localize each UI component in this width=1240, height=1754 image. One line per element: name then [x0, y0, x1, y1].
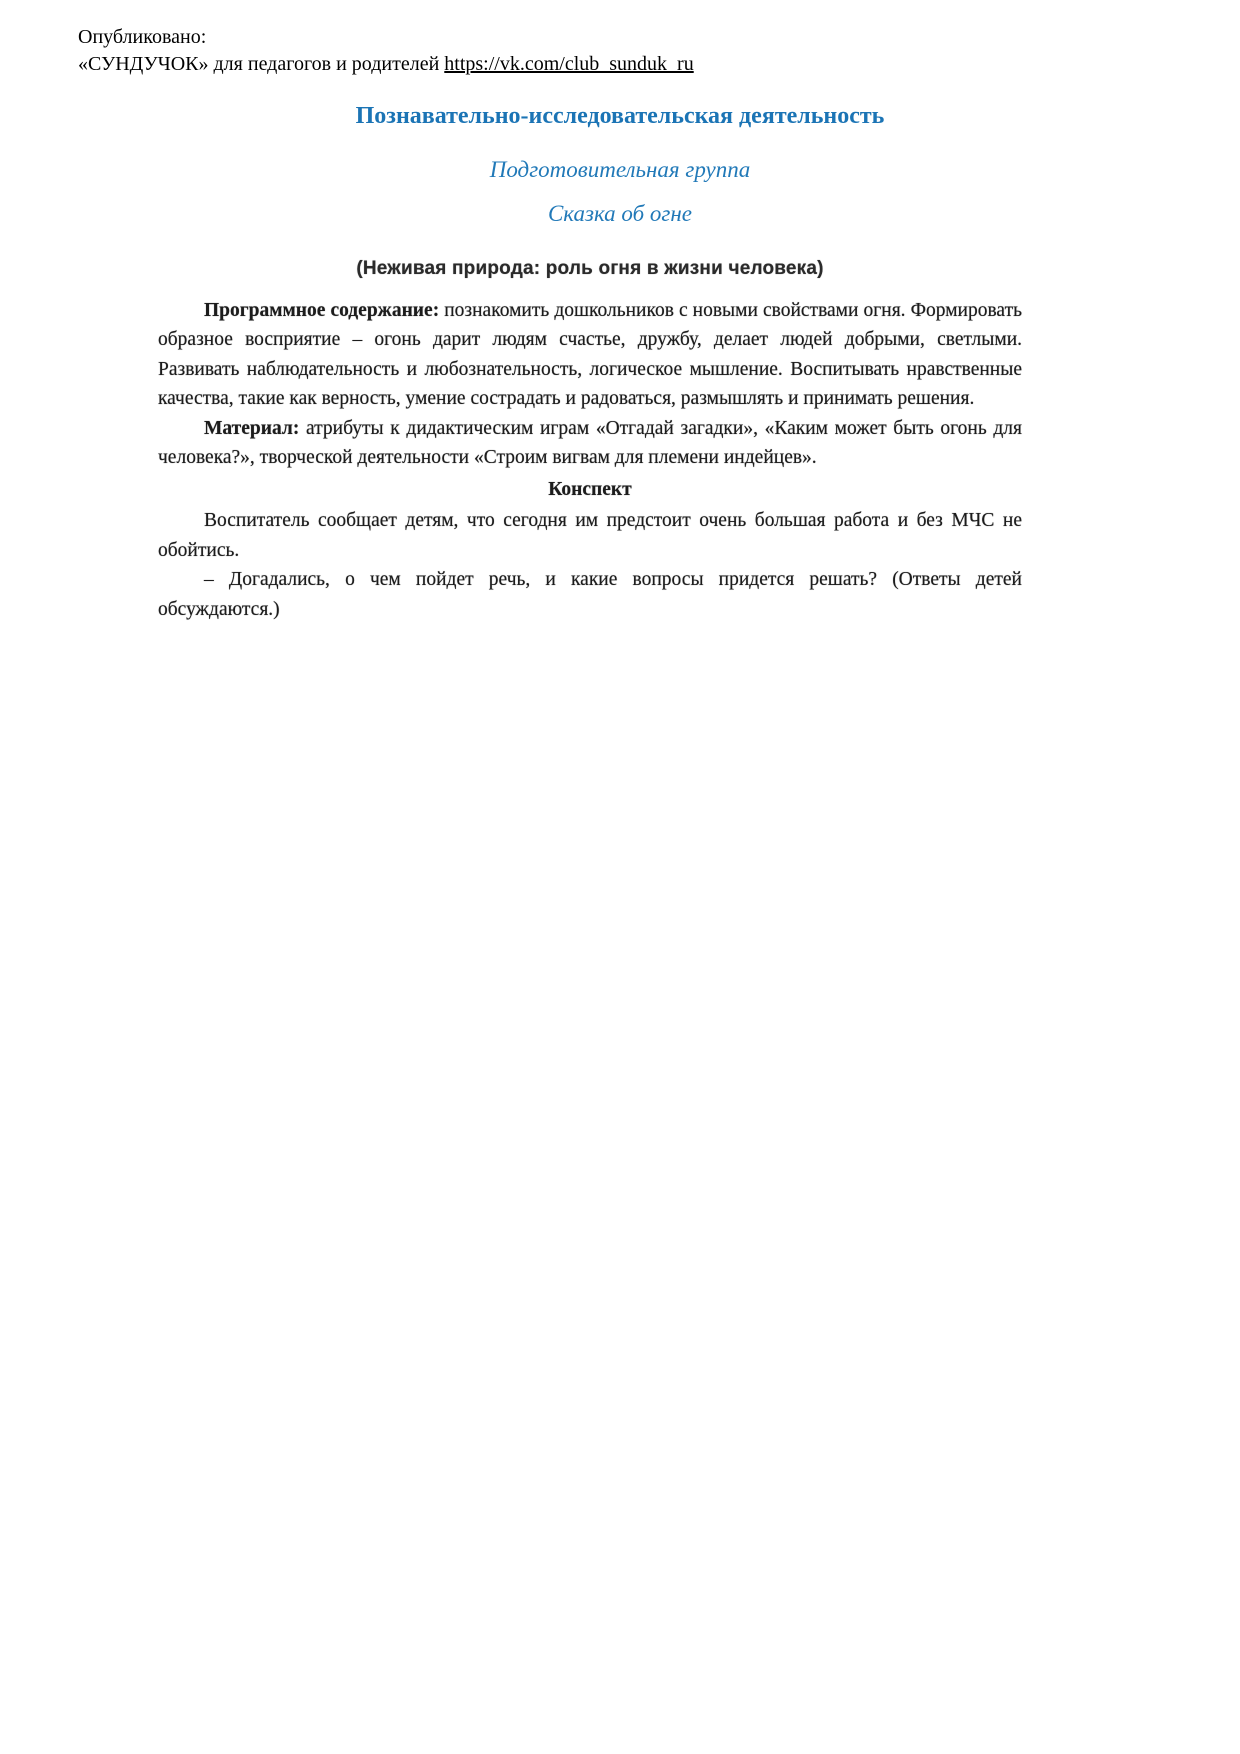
- summary-paragraph: Воспитатель сообщает детям, что сегодня им предстоит очень большая работа и без МЧС не обойтись.: [158, 510, 1022, 561]
- published-label: Опубликовано:: [78, 26, 207, 48]
- scanned-text-block: [158, 254, 1022, 624]
- summary-heading: Конспект: [548, 478, 632, 500]
- document-title: Познавательно-исследовательская деятельность: [355, 103, 885, 129]
- program-label: Программное содержание:: [204, 299, 440, 321]
- program-text: познакомить дошкольников с новыми свойствами огня. Формировать образное восприятие – огонь дарит людям счастье, дружбу, делает людей добрыми, светлыми. Развивать наблюдательность и любознательность, логическое мышление. Воспитывать нравственные качества, такие как верность, умение сострадать и радоваться, размышлять и принимать решения.: [158, 299, 1022, 409]
- material-text: атрибуты к дидактическим играм «Отгадай загадки», «Каким может быть огонь для человека?», творческой деятельности «Строим вигвам для племени индейцев».: [158, 417, 1022, 468]
- summary-paragraph: – Догадались, о чем пойдет речь, и какие вопросы придется решать? (Ответы детей обсуждаются.): [158, 569, 1022, 620]
- story-title: Сказка об огне: [547, 201, 693, 226]
- group-subtitle: Подготовительная группа: [489, 157, 751, 182]
- published-line: [78, 51, 694, 78]
- material-paragraph: [158, 414, 1022, 473]
- published-source: «СУНДУЧОК» для педагогов и родителей: [78, 53, 440, 75]
- publication-header: [78, 24, 694, 78]
- theme-line: (Неживая природа: роль огня в жизни человека): [356, 258, 824, 279]
- program-paragraph: [158, 296, 1022, 414]
- material-label: Материал:: [204, 417, 300, 439]
- published-url-link[interactable]: https://vk.com/club_sunduk_ru: [444, 53, 694, 75]
